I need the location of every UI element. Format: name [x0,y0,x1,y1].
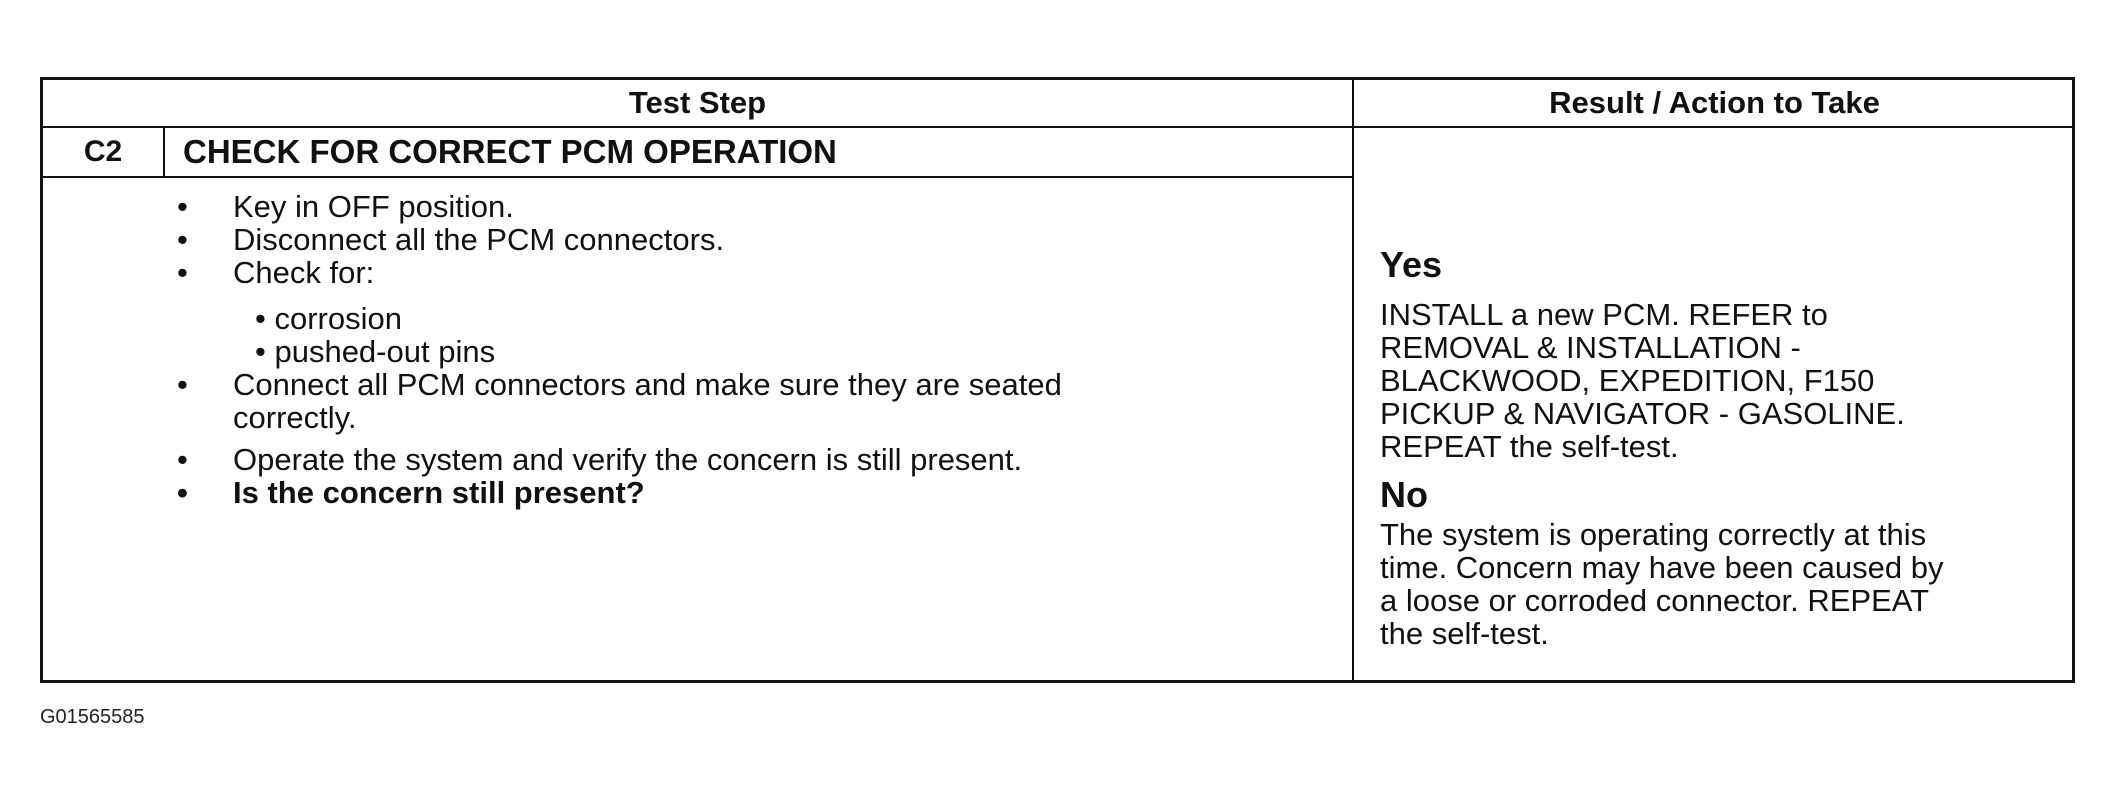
bullet-icon: • [177,255,188,290]
bullet-icon: • [177,189,188,224]
bullet-icon: • [177,222,188,257]
step-id: C2 [43,128,165,178]
step-title: CHECK FOR CORRECT PCM OPERATION [165,128,1354,178]
header-test-step: Test Step [43,80,1354,128]
bullet-text: Key in OFF position. [233,189,514,224]
yes-line: REPEAT the self-test. [1380,429,1679,464]
sub-bullet-item: • corrosion [255,301,402,336]
result-column [1354,128,2075,683]
diagnostic-table [40,77,2075,683]
test-step-body [43,178,1354,683]
bullet-text: Operate the system and verify the concern is still present. [233,442,1023,477]
yes-line: INSTALL a new PCM. REFER to [1380,297,1828,332]
bullet-text: Connect all PCM connectors and make sure they are seated [233,367,1062,402]
yes-line: BLACKWOOD, EXPEDITION, F150 [1380,363,1875,398]
no-action-text [1380,518,2070,650]
no-label: No [1380,474,1428,515]
no-line: a loose or corroded connector. REPEAT [1380,583,1930,618]
no-line: the self-test. [1380,616,1549,651]
bullet-icon: • [177,475,188,510]
bullet-text: correctly. [233,400,357,435]
bullet-text: Disconnect all the PCM connectors. [233,222,725,257]
figure-id: G01565585 [40,706,145,728]
sub-bullet-item: • pushed-out pins [255,334,496,369]
yes-label: Yes [1380,244,1443,285]
yes-action-text [1380,298,2070,463]
yes-line: REMOVAL & INSTALLATION - [1380,330,1801,365]
bullet-text: Is the concern still present? [233,475,645,510]
header-result-action: Result / Action to Take [1354,80,2075,128]
no-line: time. Concern may have been caused by [1380,550,1944,585]
yes-line: PICKUP & NAVIGATOR - GASOLINE. [1380,396,1905,431]
no-line: The system is operating correctly at this [1380,517,1927,552]
bullet-icon: • [177,442,188,477]
bullet-text: Check for: [233,255,375,290]
bullet-icon: • [177,367,188,402]
